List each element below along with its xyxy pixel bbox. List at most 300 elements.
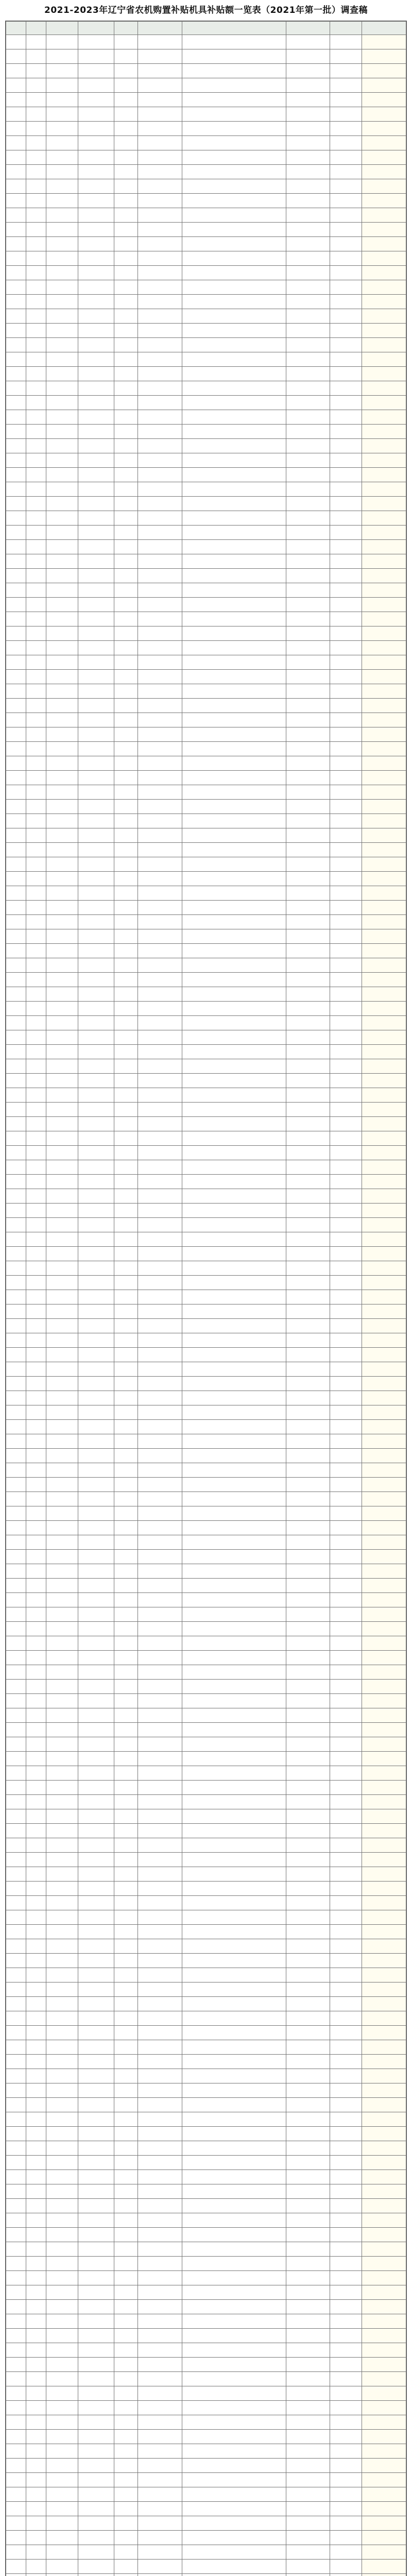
document-title: 2021-2023年辽宁省农机购置补贴机具补贴额一览表（2021年第一批）调查稿 [44, 5, 368, 15]
table-cell [78, 987, 114, 1002]
table-cell [114, 540, 138, 554]
table-row [6, 843, 406, 857]
table-cell [78, 251, 114, 266]
table-cell [6, 1622, 26, 1636]
table-cell [26, 1882, 46, 1896]
table-cell [330, 1795, 362, 1809]
table-row [6, 1463, 406, 1478]
table-row [6, 1405, 406, 1420]
table-cell [286, 1391, 330, 1405]
table-cell [330, 1521, 362, 1535]
table-row [6, 396, 406, 410]
table-cell [330, 2040, 362, 2055]
table-cell [6, 2026, 26, 2040]
table-cell [46, 2300, 78, 2314]
table-cell [114, 2285, 138, 2300]
table-cell [114, 136, 138, 150]
table-cell [26, 2170, 46, 2184]
table-row [6, 2055, 406, 2069]
table-cell [78, 526, 114, 540]
table-cell [46, 1896, 78, 1910]
table-row [6, 1016, 406, 1030]
table-cell [46, 150, 78, 165]
table-cell [138, 2415, 182, 2430]
table-cell [46, 2257, 78, 2271]
table-cell [286, 1535, 330, 1550]
table-row [6, 2069, 406, 2083]
table-cell [26, 1651, 46, 1665]
table-cell [330, 2459, 362, 2473]
table-row [6, 2401, 406, 2415]
table-cell [362, 2415, 406, 2430]
table-cell [114, 295, 138, 309]
table-row [6, 1838, 406, 1853]
table-cell [182, 2473, 286, 2487]
table-cell [362, 2141, 406, 2156]
table-cell [182, 2242, 286, 2257]
table-cell [138, 2026, 182, 2040]
table-cell [46, 727, 78, 742]
table-cell [362, 2083, 406, 2098]
table-cell [6, 482, 26, 497]
table-cell [114, 742, 138, 756]
table-cell [78, 2199, 114, 2213]
table-cell [138, 1607, 182, 1622]
table-cell [78, 1665, 114, 1680]
table-cell [46, 2444, 78, 2459]
table-cell [6, 2112, 26, 2127]
table-cell [362, 684, 406, 699]
table-cell [46, 929, 78, 944]
table-cell [182, 1910, 286, 1925]
table-cell [26, 1982, 46, 1997]
table-cell [286, 1896, 330, 1910]
table-cell [26, 2487, 46, 2502]
table-cell [182, 944, 286, 958]
table-cell [78, 626, 114, 641]
table-cell [138, 223, 182, 237]
table-cell [330, 1636, 362, 1651]
table-cell [362, 901, 406, 915]
table-cell [330, 1189, 362, 1204]
table-cell [182, 2257, 286, 2271]
table-cell [114, 1391, 138, 1405]
table-row [6, 526, 406, 540]
table-cell [78, 1030, 114, 1045]
table-cell [286, 35, 330, 49]
table-cell [46, 1838, 78, 1853]
table-cell [46, 2228, 78, 2242]
table-cell [78, 2415, 114, 2430]
table-cell [6, 179, 26, 194]
table-row [6, 280, 406, 295]
table-cell [78, 1636, 114, 1651]
table-cell [46, 2011, 78, 2026]
table-cell [330, 1059, 362, 1074]
table-cell [138, 1103, 182, 1117]
table-row [6, 2127, 406, 2141]
table-row [6, 1882, 406, 1896]
table-cell [182, 1420, 286, 1434]
table-cell [330, 583, 362, 598]
table-cell [182, 425, 286, 439]
table-cell [138, 2372, 182, 2386]
table-cell [330, 641, 362, 655]
table-cell [6, 1925, 26, 1939]
table-row [6, 915, 406, 929]
table-cell [286, 626, 330, 641]
table-cell [138, 78, 182, 93]
table-cell [330, 453, 362, 468]
table-cell [78, 1232, 114, 1247]
table-cell [46, 843, 78, 857]
table-cell [286, 194, 330, 208]
table-cell [182, 1478, 286, 1492]
table-cell [138, 2314, 182, 2329]
table-cell [138, 2502, 182, 2516]
table-cell [362, 352, 406, 367]
table-cell [138, 785, 182, 800]
table-row [6, 1521, 406, 1535]
table-cell [138, 1478, 182, 1492]
table-cell [114, 915, 138, 929]
table-cell [138, 1290, 182, 1304]
table-cell [46, 612, 78, 626]
table-cell [330, 1088, 362, 1103]
table-cell [6, 367, 26, 381]
table-cell [6, 1579, 26, 1593]
table-cell [182, 1232, 286, 1247]
table-cell [330, 1333, 362, 1348]
table-cell [78, 2545, 114, 2560]
table-cell [46, 915, 78, 929]
table-header-row [6, 22, 406, 35]
table-cell [6, 771, 26, 785]
table-cell [6, 915, 26, 929]
table-cell [138, 251, 182, 266]
table-cell [26, 771, 46, 785]
table-cell [182, 1218, 286, 1232]
table-cell [330, 1002, 362, 1016]
table-cell [330, 2242, 362, 2257]
table-row [6, 1939, 406, 1954]
table-cell [26, 2343, 46, 2358]
table-row [6, 641, 406, 655]
table-cell [26, 338, 46, 352]
table-cell [182, 2055, 286, 2069]
table-cell [114, 439, 138, 453]
table-cell [182, 1838, 286, 1853]
table-cell [114, 1968, 138, 1982]
table-cell [78, 1680, 114, 1694]
table-cell [114, 1088, 138, 1103]
table-cell [286, 771, 330, 785]
table-cell [362, 35, 406, 49]
table-row [6, 1492, 406, 1506]
table-cell [78, 1160, 114, 1175]
table-cell [138, 2285, 182, 2300]
table-cell [286, 1680, 330, 1694]
table-row [6, 944, 406, 958]
table-cell [362, 2257, 406, 2271]
table-cell [46, 2069, 78, 2083]
table-cell [46, 1925, 78, 1939]
table-cell [362, 554, 406, 569]
table-cell [286, 929, 330, 944]
header-cell [330, 22, 362, 35]
table-cell [114, 309, 138, 324]
table-row [6, 49, 406, 64]
table-cell [138, 1146, 182, 1160]
table-cell [114, 2343, 138, 2358]
table-cell [286, 107, 330, 122]
table-cell [330, 2300, 362, 2314]
table-cell [286, 64, 330, 78]
table-row [6, 1218, 406, 1232]
table-cell [6, 1362, 26, 1377]
table-cell [114, 2141, 138, 2156]
table-cell [138, 1319, 182, 1333]
table-row [6, 1146, 406, 1160]
table-cell [286, 1463, 330, 1478]
table-cell [46, 1189, 78, 1204]
table-cell [182, 583, 286, 598]
table-cell [6, 136, 26, 150]
table-cell [26, 526, 46, 540]
table-cell [78, 2184, 114, 2199]
table-cell [78, 2574, 114, 2576]
table-cell [138, 843, 182, 857]
table-cell [330, 497, 362, 511]
table-row [6, 1809, 406, 1824]
table-cell [330, 713, 362, 727]
table-row [6, 367, 406, 381]
table-cell [182, 107, 286, 122]
table-cell [286, 641, 330, 655]
table-cell [78, 482, 114, 497]
table-cell [182, 511, 286, 526]
table-cell [330, 1694, 362, 1708]
table-cell [26, 237, 46, 251]
table-cell [286, 381, 330, 396]
table-row [6, 1968, 406, 1982]
table-cell [330, 1290, 362, 1304]
table-cell [114, 194, 138, 208]
table-cell [78, 886, 114, 901]
table-cell [182, 468, 286, 482]
table-cell [182, 915, 286, 929]
table-cell [138, 1564, 182, 1579]
table-cell [362, 2300, 406, 2314]
table-cell [78, 1939, 114, 1954]
table-cell [286, 2271, 330, 2285]
table-cell [286, 699, 330, 713]
table-cell [46, 1853, 78, 1867]
table-cell [46, 2026, 78, 2040]
table-cell [6, 223, 26, 237]
table-cell [330, 1535, 362, 1550]
table-cell [182, 237, 286, 251]
table-cell [362, 1781, 406, 1795]
table-cell [78, 280, 114, 295]
table-cell [138, 1506, 182, 1521]
table-cell [26, 1434, 46, 1449]
table-cell [6, 352, 26, 367]
table-cell [114, 1449, 138, 1463]
table-cell [46, 1045, 78, 1059]
table-cell [78, 1535, 114, 1550]
table-cell [6, 1737, 26, 1752]
table-cell [182, 1925, 286, 1939]
table-cell [78, 2026, 114, 2040]
table-cell [114, 1045, 138, 1059]
table-cell [46, 1766, 78, 1781]
table-cell [182, 1766, 286, 1781]
table-cell [138, 1694, 182, 1708]
table-cell [26, 122, 46, 136]
table-row [6, 64, 406, 78]
table-cell [78, 1622, 114, 1636]
table-cell [78, 179, 114, 194]
table-cell [78, 1766, 114, 1781]
table-cell [26, 1160, 46, 1175]
table-cell [6, 1766, 26, 1781]
table-cell [362, 2055, 406, 2069]
table-cell [330, 2026, 362, 2040]
table-cell [138, 2199, 182, 2213]
table-cell [182, 1146, 286, 1160]
table-cell [26, 598, 46, 612]
table-cell [330, 1276, 362, 1290]
table-cell [26, 2560, 46, 2574]
table-cell [362, 1708, 406, 1723]
table-cell [114, 872, 138, 886]
table-cell [6, 2531, 26, 2545]
table-cell [114, 396, 138, 410]
table-cell [362, 1882, 406, 1896]
table-cell [78, 237, 114, 251]
table-cell [78, 1175, 114, 1189]
table-cell [138, 1723, 182, 1737]
table-cell [362, 1968, 406, 1982]
table-cell [6, 626, 26, 641]
table-cell [138, 1175, 182, 1189]
table-row [6, 2285, 406, 2300]
table-cell [26, 1377, 46, 1391]
table-cell [182, 843, 286, 857]
table-row [6, 381, 406, 396]
table-cell [114, 1218, 138, 1232]
table-cell [330, 598, 362, 612]
table-cell [182, 756, 286, 771]
table-cell [182, 1074, 286, 1088]
table-row [6, 1593, 406, 1607]
table-cell [78, 136, 114, 150]
table-cell [114, 1982, 138, 1997]
table-cell [330, 2473, 362, 2487]
table-cell [46, 1247, 78, 1261]
table-cell [26, 2011, 46, 2026]
table-row [6, 612, 406, 626]
table-cell [286, 1204, 330, 1218]
table-cell [46, 425, 78, 439]
table-cell [182, 381, 286, 396]
table-cell [6, 526, 26, 540]
table-row [6, 1535, 406, 1550]
table-cell [330, 439, 362, 453]
table-row [6, 756, 406, 771]
table-cell [114, 1333, 138, 1348]
table-cell [182, 569, 286, 583]
table-cell [26, 381, 46, 396]
table-cell [114, 1247, 138, 1261]
table-cell [286, 2300, 330, 2314]
table-cell [286, 439, 330, 453]
table-cell [138, 1348, 182, 1362]
table-cell [182, 410, 286, 425]
table-cell [362, 2401, 406, 2415]
table-cell [138, 1982, 182, 1997]
table-cell [26, 280, 46, 295]
table-cell [286, 367, 330, 381]
table-cell [286, 251, 330, 266]
table-cell [286, 1737, 330, 1752]
table-cell [362, 1117, 406, 1131]
table-cell [46, 2199, 78, 2213]
table-cell [46, 583, 78, 598]
table-cell [362, 655, 406, 670]
table-cell [78, 1189, 114, 1204]
table-cell [46, 1131, 78, 1146]
table-cell [286, 1478, 330, 1492]
table-row [6, 78, 406, 93]
table-cell [330, 1045, 362, 1059]
table-cell [138, 800, 182, 814]
table-cell [114, 179, 138, 194]
table-cell [6, 122, 26, 136]
table-cell [78, 756, 114, 771]
table-cell [46, 2127, 78, 2141]
table-cell [182, 2141, 286, 2156]
table-cell [286, 2141, 330, 2156]
table-cell [362, 2271, 406, 2285]
table-cell [6, 266, 26, 280]
table-cell [114, 107, 138, 122]
table-cell [330, 1492, 362, 1506]
table-cell [182, 2026, 286, 2040]
table-cell [78, 1737, 114, 1752]
table-cell [114, 367, 138, 381]
table-cell [138, 2271, 182, 2285]
table-cell [182, 2516, 286, 2531]
table-cell [26, 35, 46, 49]
table-row [6, 958, 406, 973]
table-row [6, 598, 406, 612]
table-cell [330, 1420, 362, 1434]
table-cell [114, 526, 138, 540]
table-cell [46, 1636, 78, 1651]
table-cell [26, 78, 46, 93]
table-cell [362, 1853, 406, 1867]
table-cell [26, 165, 46, 179]
table-cell [78, 2285, 114, 2300]
table-cell [6, 2487, 26, 2502]
table-cell [362, 1651, 406, 1665]
table-cell [114, 2372, 138, 2386]
table-cell [114, 670, 138, 684]
table-cell [182, 324, 286, 338]
table-row [6, 223, 406, 237]
